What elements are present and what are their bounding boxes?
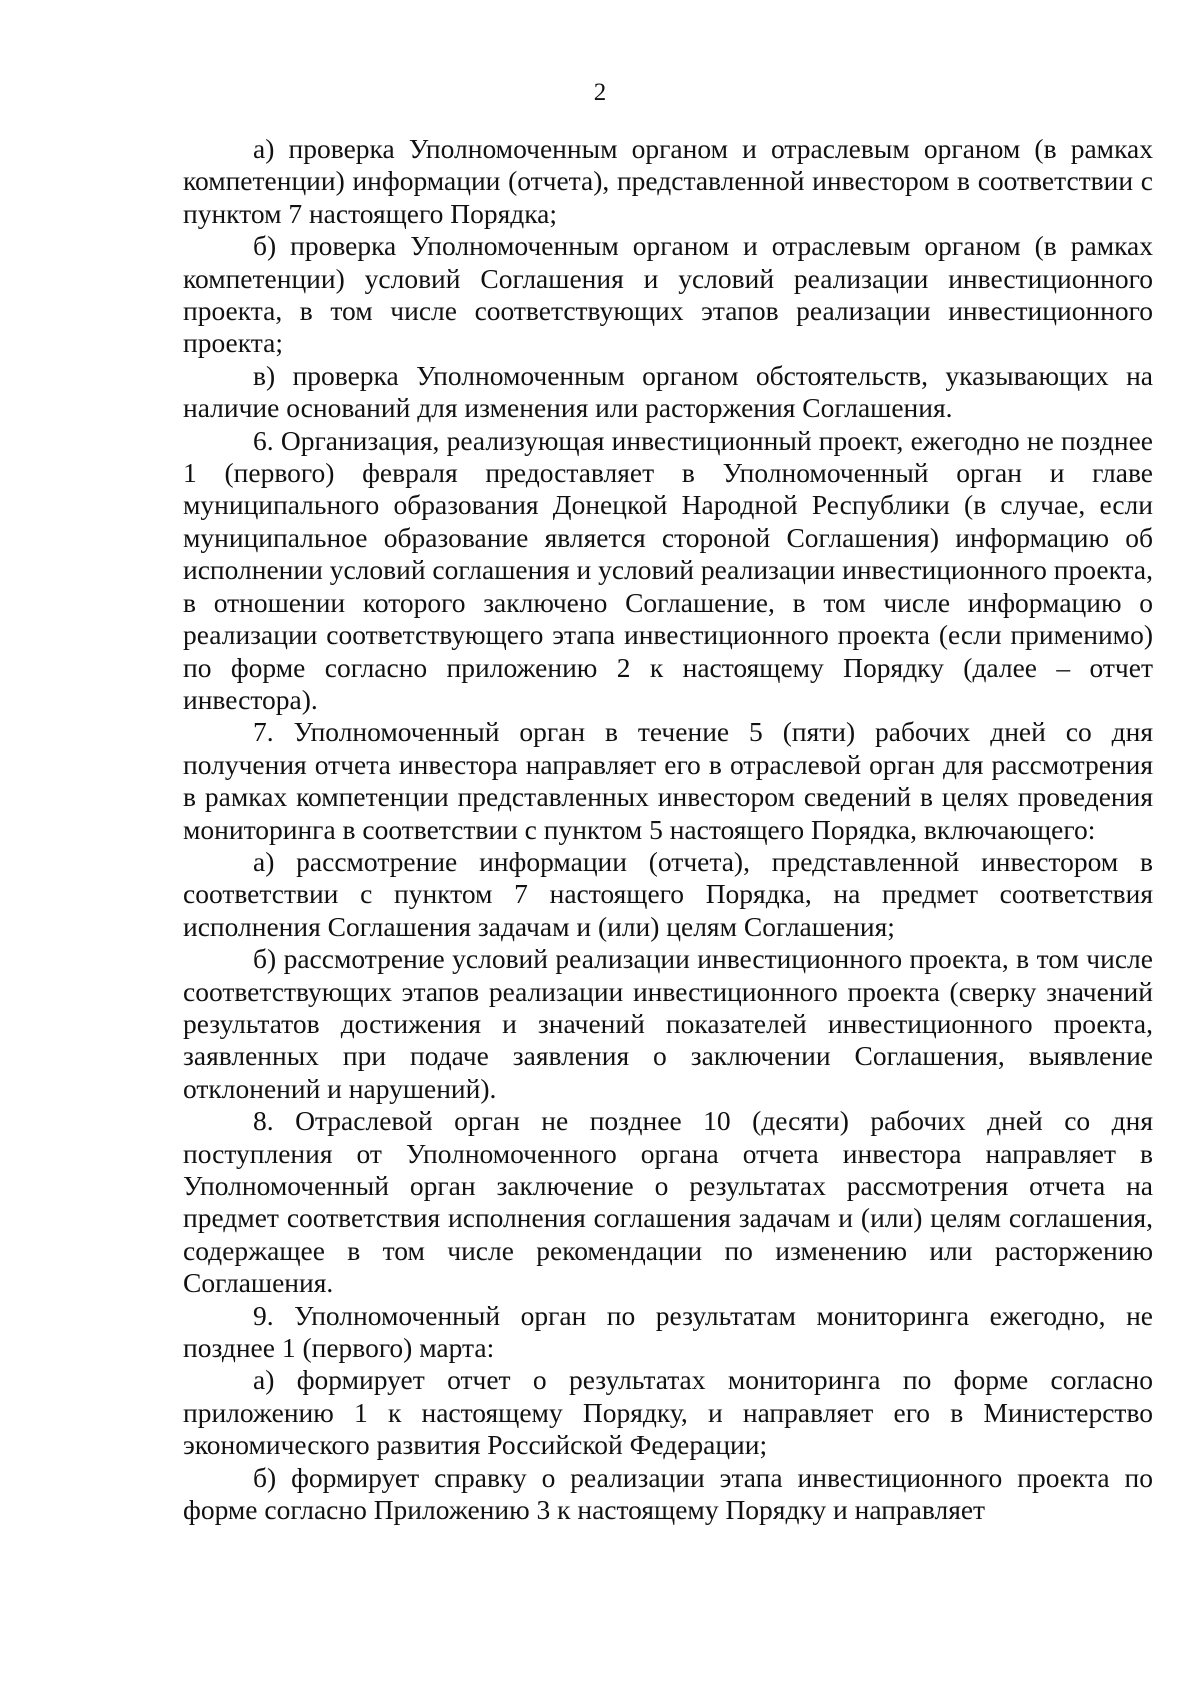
paragraph-6: 6. Организация, реализующая инвестиционный проект, ежегодно не позднее 1 (первого) февраля предоставляет в Уполномоченный орган и главе муниципального образования Донецкой Народной Республики (в случае, если муниципальное образование является стороной Соглашения) информацию об исполнении условий соглашения и условий реализации инвестиционного проекта, в отношении которого заключено Соглашение, в том числе информацию о реализации соответствующего этапа инвестиционного проекта (если применимо) по форме согласно приложению 2 к настоящему Порядку (далее – отчет инвестора). [183,424,1153,715]
paragraph-7: 7. Уполномоченный орган в течение 5 (пяти) рабочих дней со дня получения отчета инвестора направляет его в отраслевой орган для рассмотрения в рамках компетенции представленных инвестором сведений в целях проведения мониторинга в соответствии с пунктом 5 настоящего Порядка, включающего: [183,716,1153,845]
paragraph-9b: б) формирует справку о реализации этапа инвестиционного проекта по форме согласно Приложению 3 к настоящему Порядку и направляет [183,1461,1153,1526]
paragraph-7a: а) рассмотрение информации (отчета), представленной инвестором в соответствии с пунктом 7 настоящего Порядка, на предмет соответствия исполнения Соглашения задачам и (или) целям Соглашения; [183,845,1153,942]
paragraph-8: 8. Отраслевой орган не позднее 10 (десяти) рабочих дней со дня поступления от Уполномоченного органа отчета инвестора направляет в Уполномоченный орган заключение о результатах рассмотрения отчета на предмет соответствия исполнения соглашения задачам и (или) целям соглашения, содержащее в том числе рекомендации по изменению или расторжению Соглашения. [183,1105,1153,1299]
paragraph-9a: а) формирует отчет о результатах мониторинга по форме согласно приложению 1 к настоящему Порядку, и направляет его в Министерство экономического развития Российской Федерации; [183,1364,1153,1461]
page-number: 2 [593,79,607,106]
paragraph-5v: в) проверка Уполномоченным органом обстоятельств, указывающих на наличие оснований для изменения или расторжения Соглашения. [183,359,1153,424]
paragraph-5a: а) проверка Уполномоченным органом и отраслевым органом (в рамках компетенции) информации (отчета), представленной инвестором в соответствии с пунктом 7 настоящего Порядка; [183,133,1153,229]
document-body [183,133,1153,1526]
paragraph-9: 9. Уполномоченный орган по результатам мониторинга ежегодно, не позднее 1 (первого) марта: [183,1299,1153,1364]
paragraph-7b: б) рассмотрение условий реализации инвестиционного проекта, в том числе соответствующих этапов реализации инвестиционного проекта (сверку значений результатов достижения и значений показателей инвестиционного проекта, заявленных при подаче заявления о заключении Соглашения, выявление отклонений и нарушений). [183,943,1153,1104]
paragraph-5b: б) проверка Уполномоченным органом и отраслевым органом (в рамках компетенции) условий Соглашения и условий реализации инвестиционного проекта, в том числе соответствующих этапов реализации инвестиционного проекта; [183,230,1153,359]
